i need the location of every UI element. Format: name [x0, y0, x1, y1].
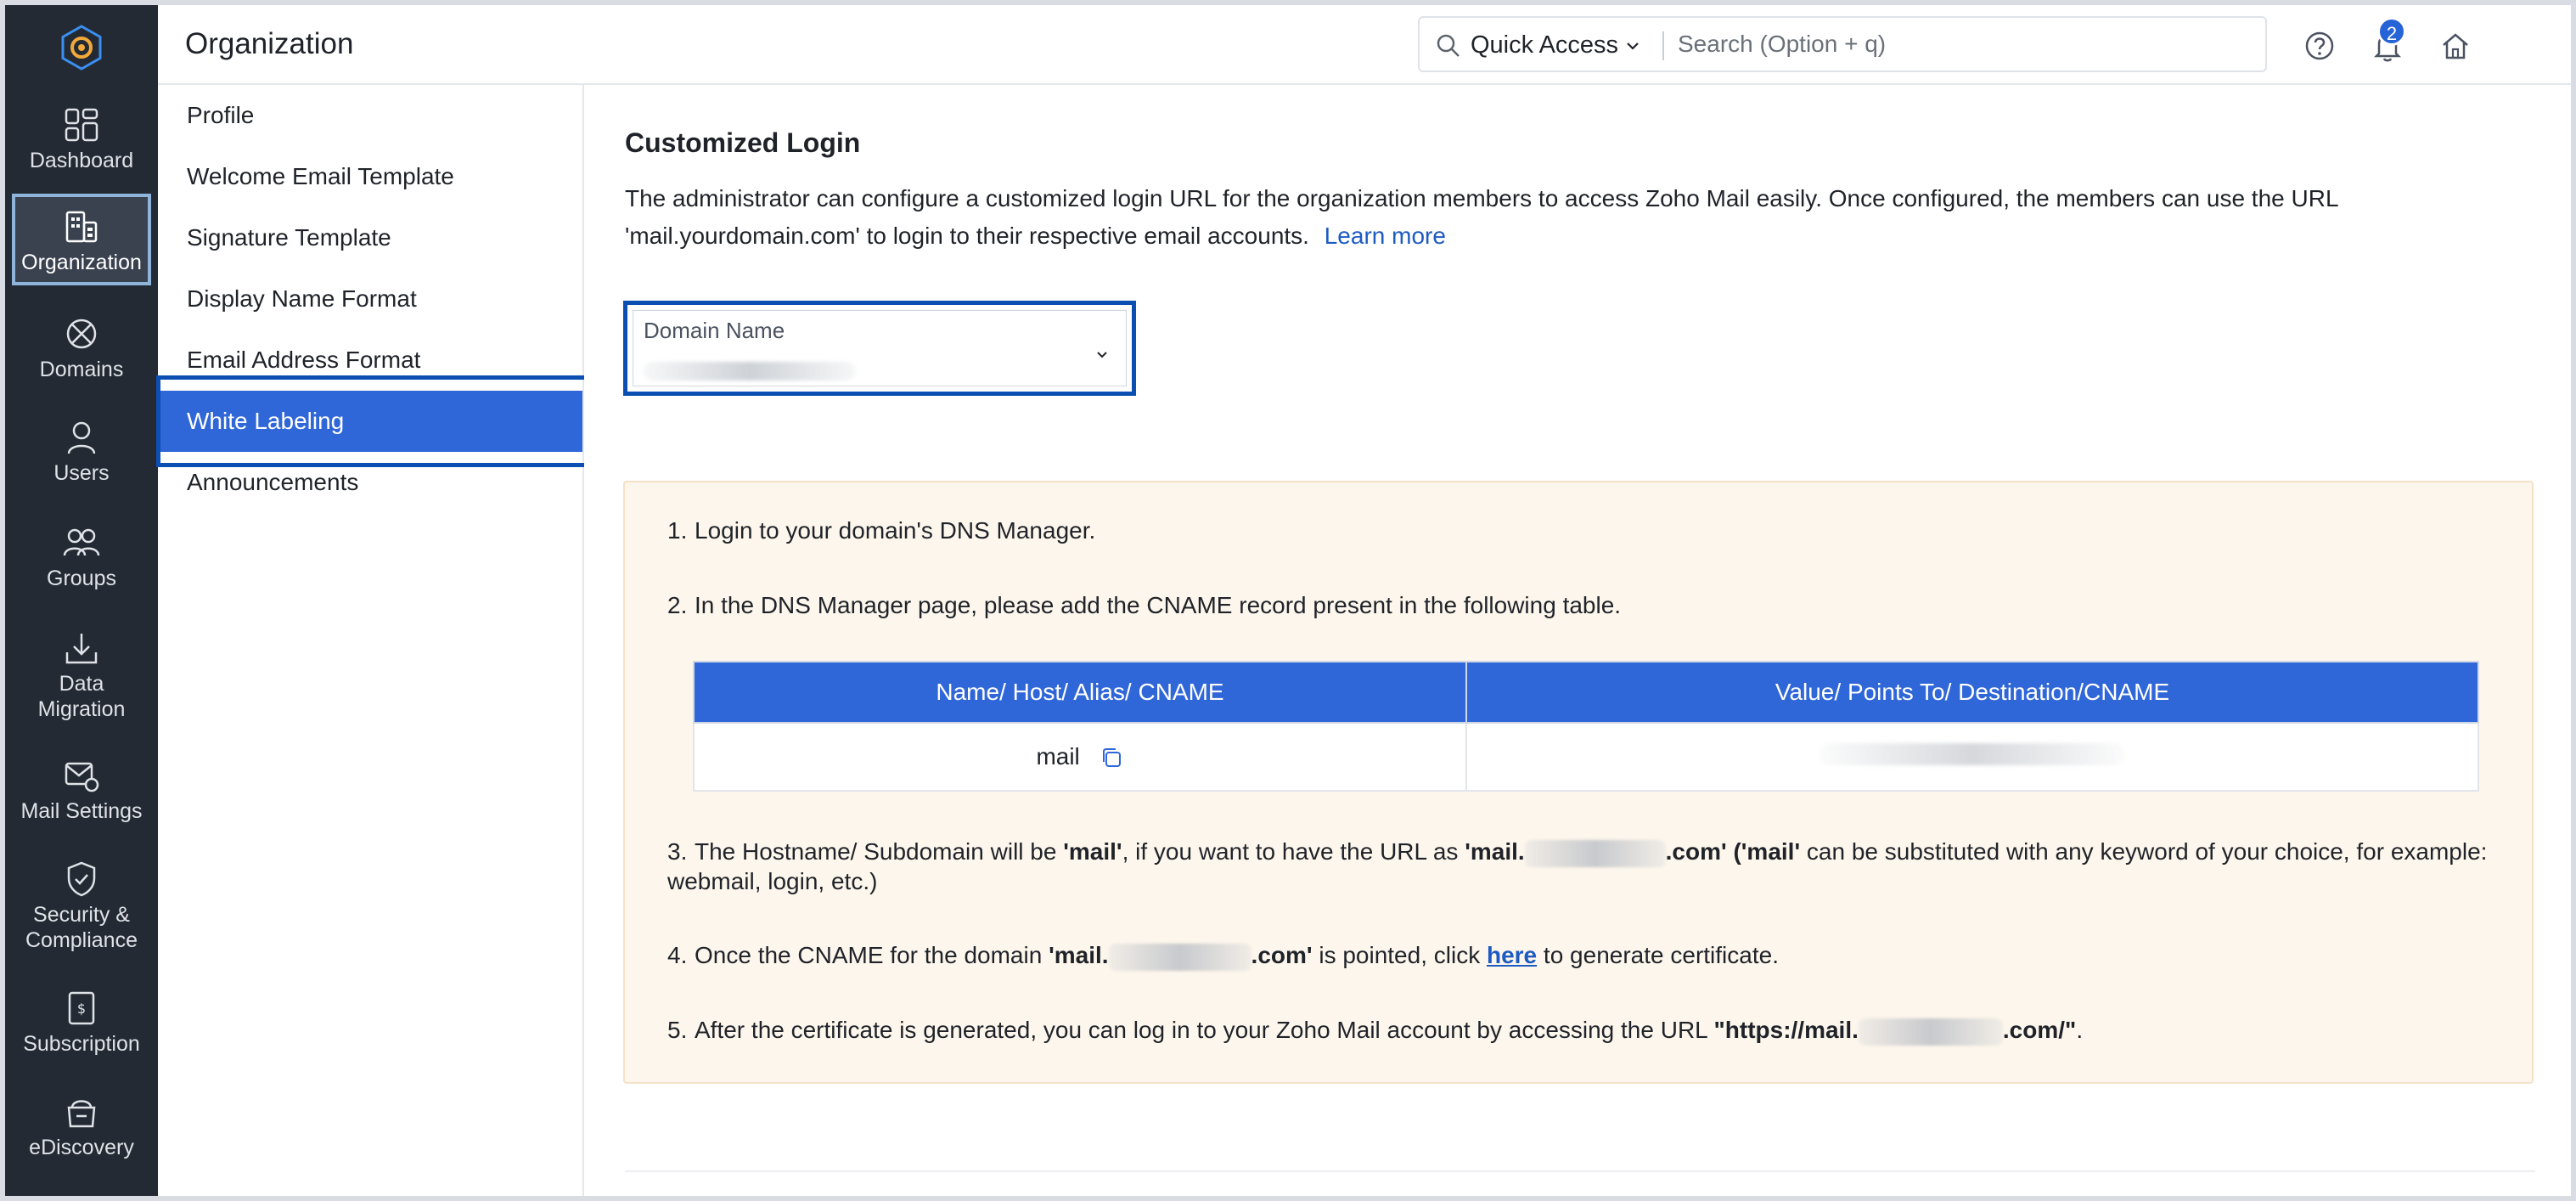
rail-label: Subscription	[23, 1032, 140, 1056]
step-2: 2. In the DNS Manager page, please add the CNAME record present in the following table.	[667, 592, 1622, 618]
subnav-item-email-address-format[interactable]: Email Address Format	[187, 347, 421, 373]
rail-label: Users	[53, 461, 110, 485]
rail-label: Compliance	[25, 928, 138, 952]
rail-label: Data	[59, 672, 104, 696]
domain-redacted	[1859, 1018, 2003, 1046]
section-title: Customized Login	[625, 127, 861, 158]
rail-item-subscription[interactable]	[5, 989, 158, 1057]
subnav-item-signature-template[interactable]: Signature Template	[187, 224, 391, 251]
domain-select-value-redacted	[644, 362, 856, 381]
organization-subnav	[158, 85, 584, 1196]
domain-name-select[interactable]	[623, 301, 1136, 396]
rail-label: eDiscovery	[29, 1136, 134, 1159]
step-text-bold: "https://mail.	[1713, 1017, 1859, 1043]
chevron-down-icon[interactable]	[1623, 37, 1642, 55]
subnav-item-display-name-format[interactable]: Display Name Format	[187, 285, 417, 312]
search-icon	[1435, 32, 1462, 59]
step-text: .	[2076, 1017, 2084, 1043]
domains-icon	[62, 314, 101, 353]
step-text-bold: ('mail'	[1733, 838, 1801, 865]
step-text: After the certificate is generated, you can log in to your Zoho Mail account by accessing the URL	[695, 1017, 1714, 1043]
search-input[interactable]	[1678, 25, 2255, 64]
step-text-bold: .com'	[1251, 942, 1313, 968]
step-text-bold: 'mail.	[1049, 942, 1109, 968]
rail-item-mail-settings[interactable]	[5, 756, 158, 824]
subnav-item-welcome-email-template[interactable]: Welcome Email Template	[187, 163, 454, 189]
data-migration-icon	[62, 629, 101, 668]
ediscovery-icon	[62, 1092, 101, 1131]
rail-item-security[interactable]	[5, 860, 158, 953]
home-icon[interactable]	[2438, 29, 2472, 63]
rail-label: Dashboard	[29, 149, 134, 172]
generate-certificate-link[interactable]: here	[1486, 942, 1538, 968]
description-text: The administrator can configure a customized login URL for the organization members to access Zoho Mail easily. Once configured, the members can use the URL 'mail.yourdomain.com' to login to their respective email accounts.	[625, 185, 2338, 249]
instructions-panel	[623, 481, 2534, 1084]
table-row	[694, 723, 2478, 791]
section-divider	[625, 1170, 2535, 1172]
rail-item-groups[interactable]	[5, 523, 158, 591]
app-logo-icon[interactable]	[58, 24, 105, 71]
table-header-value: Value/ Points To/ Destination/CNAME	[1466, 662, 2478, 723]
organization-icon	[62, 207, 101, 246]
step-text: is pointed, click	[1312, 942, 1487, 968]
table-header-row	[694, 662, 2478, 723]
rail-item-users[interactable]	[5, 418, 158, 486]
step-text-bold: 'mail.	[1465, 838, 1525, 865]
main-content	[584, 85, 2571, 1196]
table-cell-value	[1466, 723, 2478, 791]
help-icon[interactable]	[2303, 29, 2337, 63]
step-4: 4. Once the CNAME for the domain 'mail. .com' is pointed, click here to generate certificate.	[667, 941, 2501, 971]
domain-select-label: Domain Name	[644, 318, 785, 343]
step-text-bold: 'mail'	[1063, 838, 1122, 865]
rail-label: Migration	[37, 697, 126, 721]
rail-label: Domains	[39, 358, 124, 381]
step-text: to generate certificate.	[1537, 942, 1779, 968]
copy-icon[interactable]	[1099, 745, 1124, 770]
subnav-item-profile[interactable]: Profile	[187, 102, 255, 128]
subnav-item-announcements[interactable]: Announcements	[187, 469, 359, 495]
cname-target-redacted	[1820, 743, 2125, 765]
rail-label: Mail Settings	[20, 799, 143, 823]
step-1: 1. Login to your domain's DNS Manager.	[667, 517, 1096, 544]
rail-label: Organization	[21, 251, 142, 274]
groups-icon	[62, 523, 101, 562]
step-text-bold: .com/"	[2002, 1017, 2077, 1043]
svg-text:$: $	[76, 1001, 87, 1017]
app-window	[5, 5, 2571, 1196]
domain-redacted	[1525, 840, 1666, 867]
top-header	[158, 5, 2571, 85]
page-title: Organization	[185, 27, 354, 60]
user-icon	[62, 418, 101, 457]
rail-item-dashboard[interactable]	[5, 105, 158, 173]
subscription-icon	[62, 989, 101, 1028]
subnav-item-white-labeling[interactable]: White Labeling	[158, 391, 582, 452]
dashboard-icon	[62, 105, 101, 144]
quick-access-dropdown[interactable]: Quick Access	[1471, 31, 1619, 59]
search-divider	[1662, 31, 1664, 60]
search-bar[interactable]	[1418, 16, 2267, 72]
domain-redacted	[1109, 944, 1251, 971]
chevron-down-icon[interactable]	[1094, 347, 1111, 364]
rail-item-domains[interactable]	[5, 314, 158, 382]
rail-item-organization[interactable]	[12, 194, 151, 285]
step-text: can be substituted with any keyword of your choice, for example: webmail, login, etc.)	[667, 838, 2488, 894]
rail-label: Groups	[47, 567, 116, 590]
notification-badge: 2	[2377, 17, 2406, 46]
left-rail	[5, 5, 158, 1196]
step-3: 3. The Hostname/ Subdomain will be 'mail', if you want to have the URL as 'mail. .com' ('mail' can be substituted with any keyword of your choice, for example: webmail, login, etc.)	[667, 838, 2488, 894]
rail-item-data-migration[interactable]	[5, 629, 158, 722]
cname-table	[693, 661, 2479, 792]
step-5: 5. After the certificate is generated, you can log in to your Zoho Mail account by accessing the URL "https://mail. .com/".	[667, 1016, 2501, 1046]
domain-select-inner	[633, 310, 1127, 386]
step-text: The Hostname/ Subdomain will be	[695, 838, 1064, 865]
step-text: Once the CNAME for the domain	[695, 942, 1049, 968]
cname-host-value: mail	[1036, 742, 1080, 770]
security-icon	[62, 860, 101, 899]
section-description	[625, 180, 2493, 255]
rail-label: Security &	[33, 903, 130, 927]
table-cell-name	[694, 723, 1466, 791]
rail-item-ediscovery[interactable]	[5, 1092, 158, 1160]
step-text: Login to your domain's DNS Manager.	[695, 517, 1096, 544]
table-header-name: Name/ Host/ Alias/ CNAME	[694, 662, 1466, 723]
learn-more-link[interactable]: Learn more	[1324, 223, 1446, 249]
step-text: , if you want to have the URL as	[1122, 838, 1465, 865]
step-text-bold: .com'	[1665, 838, 1727, 865]
mail-settings-icon	[62, 756, 101, 795]
step-text: In the DNS Manager page, please add the CNAME record present in the following table.	[695, 592, 1622, 618]
